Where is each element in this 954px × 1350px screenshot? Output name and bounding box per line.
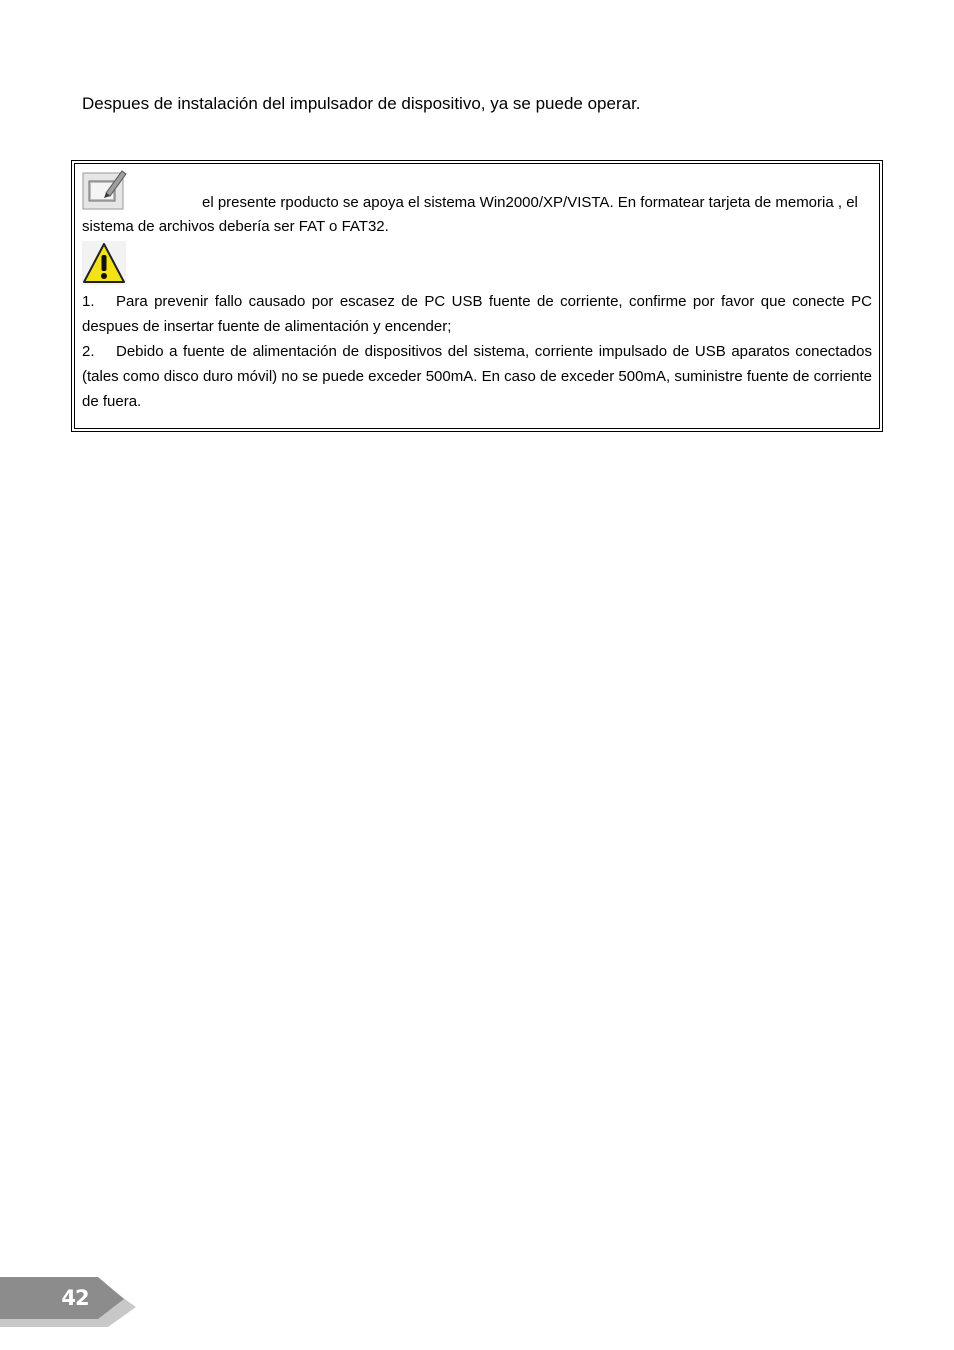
warning-list [82,289,872,414]
item-number: 1. [82,293,95,310]
intro-paragraph: Despues de instalación del impulsador de dispositivo, ya se puede operar. [82,94,641,113]
item-text: Debido a fuente de alimentación de dispositivos del sistema, corriente impulsado de USB aparatos conectados (tales como disco duro móvil) no se puede exceder 500mA. En caso de exceder 500mA, suministre fuente de corriente de fuera. [82,343,872,410]
warning-icon [82,241,126,285]
note-text [82,191,872,239]
item-number: 2. [82,343,95,360]
item-text: Para prevenir fallo causado por escasez de PC USB fuente de corriente, confirme por favor que conecte PC despues de insertar fuente de alimentación y encender; [82,293,872,335]
warning-item [82,289,872,339]
warning-item [82,339,872,414]
note-box [71,160,883,432]
note-body: el presente rpoducto se apoya el sistema Win2000/XP/VISTA. En formatear tarjeta de memoria , el sistema de archivos debería ser FAT o FAT32. [82,194,858,235]
page-number: 42 [61,1286,89,1310]
